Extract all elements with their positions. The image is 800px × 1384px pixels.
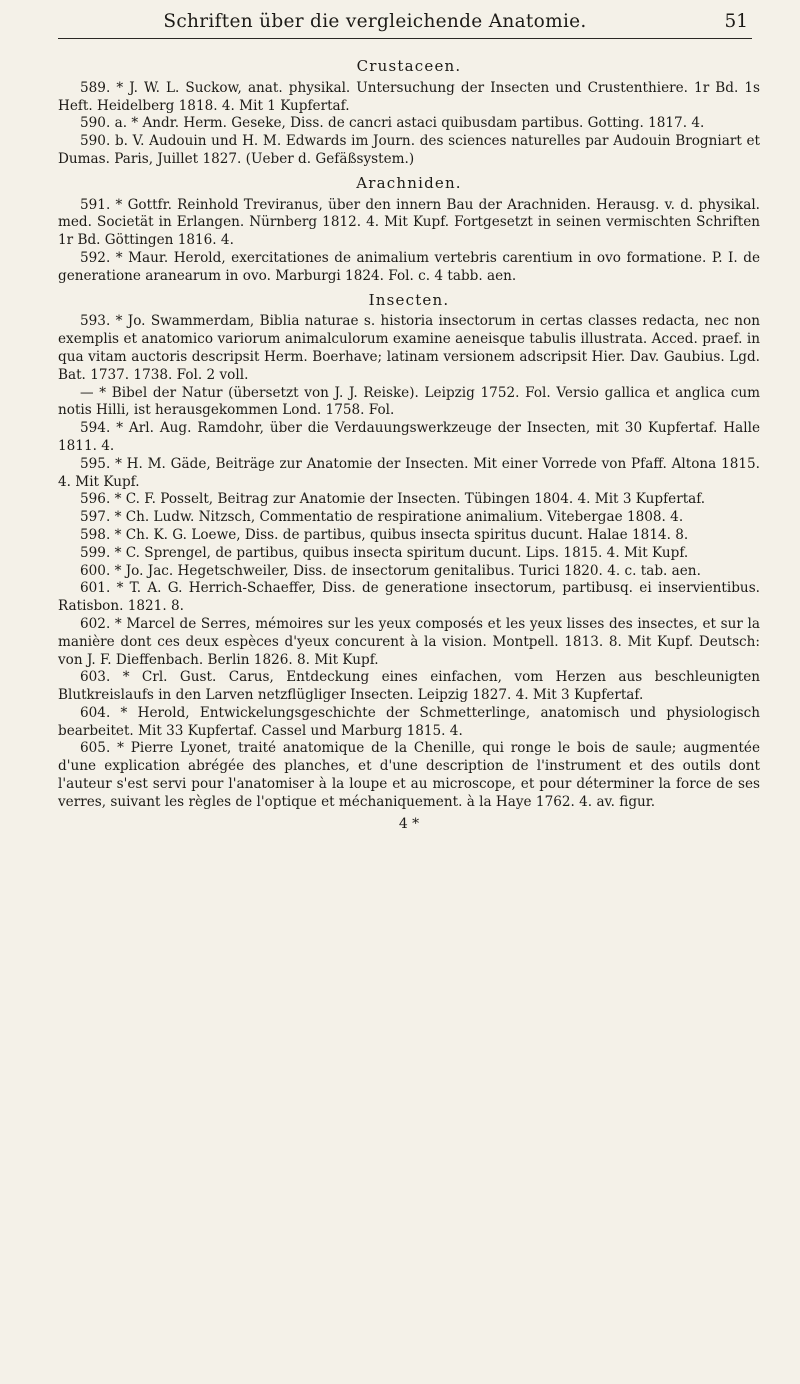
- entry-593: 593. * Jo. Swammerdam, Biblia naturae s. historia insectorum in certas classes redacta, nec non exemplis et anatomico variorum animalculorum examine aeneisque tabulis illustrata. Acced. praef. in qua vitam auctoris descripsit Herm. Boerhave; latinam versionem adscripsit Hier. Dav. Gaubius. Lgd. Bat. 1737. 1738. Fol. 2 voll.: [58, 313, 760, 383]
- entry-605: 605. * Pierre Lyonet, traité anatomique de la Chenille, qui ronge le bois de saule; augmentée d'une explication abrégée des planches, et d'une description de l'instrument et des outils dont l'auteur s'est servi pour l'anatomiser à la loupe et au microscope, et pour déterminer la force de ses verres, suivant les règles de l'optique et méchaniquement. à la Haye 1762. 4. av. figur.: [58, 740, 760, 810]
- page-number: 51: [724, 11, 748, 32]
- entry-589: 589. * J. W. L. Suckow, anat. physikal. Untersuchung der Insecten und Crustenthiere. 1r Bd. 1s Heft. Heidelberg 1818. 4. Mit 1 Kupfertaf.: [58, 79, 760, 114]
- text-body: [58, 52, 760, 833]
- entry-590a: 590. a. * Andr. Herm. Geseke, Diss. de cancri astaci quibusdam partibus. Gotting. 1817. 4.: [80, 115, 705, 132]
- section-heading-insecten: Insecten.: [368, 290, 450, 309]
- entry-593-bibel: — * Bibel der Natur (übersetzt von J. J. Reiske). Leipzig 1752. Fol. Versio gallica et anglica cum notis Hilli, ist herausgekommen Lond. 1758. Fol.: [58, 384, 760, 419]
- entry-592: 592. * Maur. Herold, exercitationes de animalium vertebris carentium in ovo formatione. P. I. de generatione aranearum in ovo. Marburgi 1824. Fol. c. 4 tabb. aen.: [58, 249, 760, 284]
- entry-604: 604. * Herold, Entwickelungsgeschichte der Schmetterlinge, anatomisch und physiologisch bearbeitet. Mit 33 Kupfertaf. Cassel und Marburg 1815. 4.: [58, 704, 760, 739]
- entry-594: 594. * Arl. Aug. Ramdohr, über die Verdauungswerkzeuge der Insecten, mit 30 Kupfertaf. Halle 1811. 4.: [58, 420, 760, 454]
- entry-590b: 590. b. V. Audouin und H. M. Edwards im Journ. des sciences naturelles par Audouin Brogniart et Dumas. Paris, Juillet 1827. (Ueber d. Gefäßsystem.): [58, 133, 760, 167]
- entry-596: 596. * C. F. Posselt, Beitrag zur Anatomie der Insecten. Tübingen 1804. 4. Mit 3 Kupfertaf.: [80, 491, 706, 508]
- entry-601: 601. * T. A. G. Herrich-Schaeffer, Diss. de generatione insectorum, partibusq. ei inservientibus. Ratisbon. 1821. 8.: [58, 580, 760, 615]
- entry-597: 597. * Ch. Ludw. Nitzsch, Commentatio de respiratione animalium. Vitebergae 1808. 4.: [80, 509, 684, 526]
- entry-600: 600. * Jo. Jac. Hegetschweiler, Diss. de insectorum genitalibus. Turici 1820. 4. c. tab. aen.: [80, 562, 701, 579]
- entry-599: 599. * C. Sprengel, de partibus, quibus insecta spiritum ducunt. Lips. 1815. 4. Mit Kupf.: [80, 544, 689, 561]
- page-title: Schriften über die vergleichende Anatomie.: [163, 11, 587, 32]
- entry-603: 603. * Crl. Gust. Carus, Entdeckung eines einfachen, vom Herzen aus beschleunigten Blutkreislaufs in den Larven netzflügliger Insecten. Leipzig 1827. 4. Mit 3 Kupfertaf.: [58, 669, 760, 704]
- signature-mark: 4 *: [398, 815, 420, 832]
- running-header: [58, 8, 752, 39]
- entry-591: 591. * Gottfr. Reinhold Treviranus, über den innern Bau der Arachniden. Herausg. v. d. physikal. med. Societät in Erlangen. Nürnberg 1812. 4. Mit Kupf. Fortgesetzt in seinen vermischten Schriften 1r Bd. Göttingen 1816. 4.: [58, 196, 760, 249]
- section-heading-crustaceen: Crustaceen.: [356, 57, 462, 75]
- section-heading-arachniden: Arachniden.: [356, 173, 462, 192]
- entry-598: 598. * Ch. K. G. Loewe, Diss. de partibus, quibus insecta spiritus ducunt. Halae 1814. 8.: [80, 526, 689, 543]
- entry-602: 602. * Marcel de Serres, mémoires sur les yeux composés et les yeux lisses des insectes, et sur la manière dont ces deux espèces d'yeux concurent à la vision. Montpell. 1813. 8. Mit Kupf. Deutsch: von J. F. Dieffenbach. Berlin 1826. 8. Mit Kupf.: [58, 615, 760, 668]
- entry-595: 595. * H. M. Gäde, Beiträge zur Anatomie der Insecten. Mit einer Vorrede von Pfaff. Altona 1815. 4. Mit Kupf.: [58, 455, 760, 490]
